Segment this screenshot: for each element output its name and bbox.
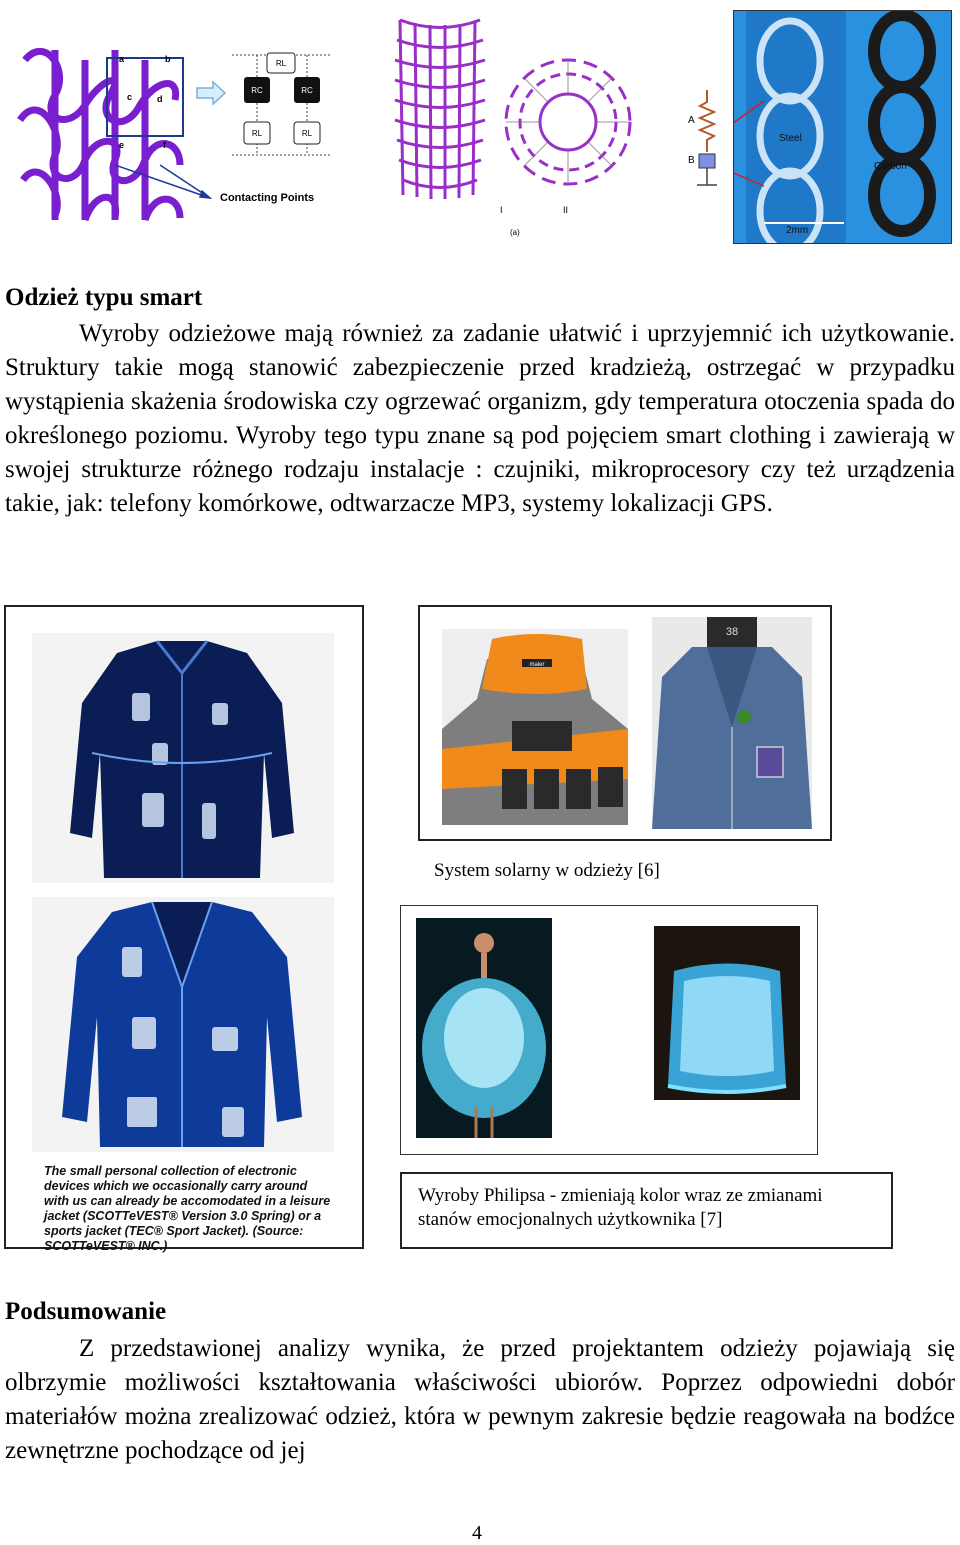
contacting-points-label: Contacting Points xyxy=(220,192,315,204)
resistor-circuit-diagram xyxy=(232,45,332,165)
denim-solar-jacket-image xyxy=(652,617,812,829)
philips-caption-box xyxy=(400,1172,893,1249)
sports-jacket-image xyxy=(32,897,334,1152)
circuit-label-rl-left: RL xyxy=(251,129,263,138)
page-number: 4 xyxy=(472,1522,482,1544)
tubular-knit-lattice xyxy=(385,15,495,205)
circular-knit-lattice xyxy=(498,52,638,192)
knit-label-c: c xyxy=(127,92,133,102)
micro-label-b: B xyxy=(688,155,695,166)
knit-label-a: a xyxy=(119,54,125,64)
circuit-label-rl-right: RL xyxy=(301,129,313,138)
philips-caption: Wyroby Philipsa - zmieniają kolor wraz ze zmianami stanów emocjonalnych użytkownika [7] xyxy=(418,1185,823,1230)
circuit-label-rl-top: RL xyxy=(275,59,287,68)
steel-carbon-micrograph xyxy=(733,10,952,244)
summary-paragraph xyxy=(5,1332,955,1468)
lattice-label-ii: II xyxy=(563,205,569,215)
micro-label-scale: 2mm xyxy=(786,225,809,236)
led-dress-image xyxy=(416,918,552,1138)
lattice-label-a: (a) xyxy=(510,228,520,237)
contact-arrows xyxy=(110,160,220,205)
orange-solar-jacket-image xyxy=(442,629,628,825)
brand-tag-text: maier xyxy=(529,662,545,668)
micro-label-carbon: Carbon xyxy=(874,161,907,172)
knit-label-e: e xyxy=(119,140,125,150)
circuit-label-rc-left: RC xyxy=(251,86,263,95)
knit-label-b: b xyxy=(165,54,171,64)
size-tag-text: 38 xyxy=(725,626,739,638)
knit-label-d: d xyxy=(157,94,163,104)
micro-label-steel: Steel xyxy=(779,133,802,144)
spring-sensor-diagram xyxy=(682,90,727,190)
circuit-label-rc-right: RC xyxy=(301,86,313,95)
led-top-image xyxy=(654,926,800,1100)
summary-text: Z przedstawionej analizy wynika, że przed projektantem odzieży pojawiają się olbrzymie możliwości kształtowania właściwości ubiorów. Poprzez odpowiedni dobór materiałów można zrealizować odzież, która w pewnym zakresie będzie reagowała na bodźce zewnętrzne pochodzące od jej xyxy=(5,1335,955,1464)
jacket-caption: The small personal collection of electronic devices which we occasionally carry around with us can already be accomodated in a leisure jacket (SCOTTeVEST® Version 3.0 Spring) or a sports jacket (TEC® Sport Jacket). (Source: SCOTTeVEST® INC.) xyxy=(44,1164,331,1253)
section-heading-summary: Podsumowanie xyxy=(5,1298,167,1325)
solar-caption: System solarny w odzieży [6] xyxy=(434,860,660,881)
philips-led-figure xyxy=(400,905,818,1155)
solar-clothing-figure xyxy=(418,605,832,841)
smart-clothing-paragraph xyxy=(5,317,955,521)
lattice-label-i: I xyxy=(500,205,503,215)
knit-label-f: f xyxy=(163,140,166,150)
leisure-jacket-image xyxy=(32,633,334,883)
section-heading-smart-clothing: Odzież typu smart xyxy=(5,284,203,311)
electronic-jackets-figure xyxy=(4,605,364,1253)
smart-clothing-text: Wyroby odzieżowe mają również za zadanie ułatwić i uprzyjemnić ich użytkowanie. Struktury takie mogą stanowić zabezpieczenie przed kradzieżą, ostrzegać w przypadku wystąpienia skażenia środowiska czy ogrzewać organizm, gdy temperatura otoczenia spada do określonego poziomu. Wyroby tego typu znane są pod pojęciem smart clothing i zawierają w swojej strukturze różnego rodzaju instalacje : czujniki, mikroprocesory czy też urządzenia takie, jak: telefony komórkowe, odtwarzacze MP3, systemy lokalizacji GPS. xyxy=(5,320,955,517)
right-arrow-icon xyxy=(195,80,227,106)
micro-label-a: A xyxy=(688,115,695,126)
